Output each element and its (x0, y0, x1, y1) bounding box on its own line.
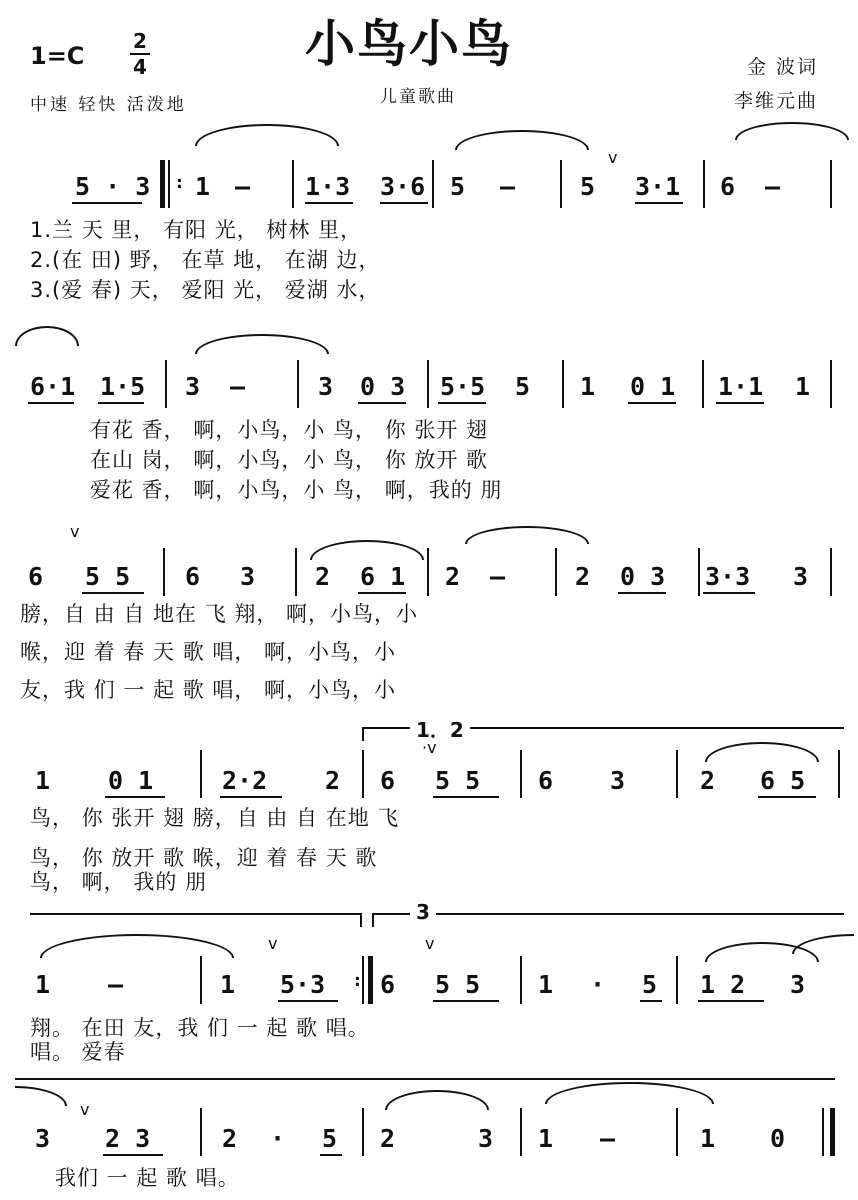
note-group: 2·2 (222, 766, 268, 795)
note: 1 (220, 970, 236, 999)
underline-beat (698, 1000, 764, 1002)
lyric-line-1: 有花 香， 啊，小鸟，小 鸟， 你 张开 翅 (90, 418, 489, 442)
note: 6 (28, 562, 44, 591)
lyric-line-1: 膀，自 由 自 地在 飞 翔， 啊，小鸟，小 (20, 602, 419, 626)
note: 3 (35, 1124, 51, 1153)
lyric-line-1: 翔。 在田 友，我 们 一 起 歌 唱。 (30, 1016, 370, 1040)
lyric-line-2: 唱。 爱春 (30, 1040, 126, 1064)
slur (792, 934, 854, 954)
time-signature (130, 30, 150, 78)
dot: · (270, 1124, 286, 1153)
lyric-line-3: 3.(爱 春) 天， 爱阳 光， 爱湖 水， (30, 278, 381, 302)
underline-beat (703, 592, 755, 594)
note: 1 (195, 172, 211, 201)
note: 2 (575, 562, 591, 591)
underline-beat (433, 796, 499, 798)
underline-beat (358, 402, 406, 404)
slur (465, 526, 589, 544)
dash: — (490, 562, 506, 591)
barline (830, 160, 832, 208)
note: 5 (515, 372, 531, 401)
note-group: 6 5 (760, 766, 806, 795)
note: 6 (380, 766, 396, 795)
note-group: 5 · 3 (75, 172, 151, 201)
note-group: 5·5 (440, 372, 486, 401)
barline (432, 160, 434, 208)
lyricist-credit: 金 波词 (746, 56, 818, 78)
note: 6 (185, 562, 201, 591)
repeat-dots: : (352, 970, 363, 991)
note: 3 (240, 562, 256, 591)
time-signature-bottom: 4 (133, 55, 147, 79)
barline (676, 750, 678, 798)
repeat-dots: : (174, 172, 185, 193)
barline (362, 1108, 364, 1156)
lyric-line-2: 鸟， 你 放开 歌 喉，迎 着 春 天 歌 (30, 846, 378, 870)
underline-beat (28, 402, 74, 404)
barline (702, 360, 704, 408)
barline (163, 548, 165, 596)
note: 1 (35, 766, 51, 795)
lyric-line-3: 鸟， 啊， 我的 朋 (30, 870, 208, 894)
barline (838, 750, 840, 798)
note: 2 (325, 766, 341, 795)
note: 1 (35, 970, 51, 999)
key-signature: 1=C (30, 42, 85, 70)
note: 1 (795, 372, 811, 401)
note: 3 (185, 372, 201, 401)
tempo-marking: 中速 轻快 活泼地 (30, 95, 187, 115)
barline (830, 548, 832, 596)
lyric-line-1: 我们 一 起 歌 唱。 (55, 1166, 240, 1190)
underline-beat (82, 592, 144, 594)
lyric-line-2: 喉，迎 着 春 天 歌 唱， 啊，小鸟，小 (20, 640, 397, 664)
note-group: 5 5 (435, 970, 481, 999)
underline-beat (72, 202, 142, 204)
barline (520, 956, 522, 1004)
barline (822, 1108, 824, 1156)
underline-beat (278, 1000, 338, 1002)
barline (676, 956, 678, 1004)
note: 3 (478, 1124, 494, 1153)
lyric-line-2: 2.(在 田) 野， 在草 地， 在湖 边， (30, 248, 381, 272)
note-group: 0 1 (108, 766, 154, 795)
note-group: 1·5 (100, 372, 146, 401)
note: 2 (222, 1124, 238, 1153)
note: 1 (538, 970, 554, 999)
genre-label: 儿童歌曲 (380, 87, 456, 107)
note-group: 5 5 (435, 766, 481, 795)
slur (545, 1082, 714, 1104)
dash: — (600, 1124, 616, 1153)
barline (362, 750, 364, 798)
barline (520, 750, 522, 798)
note: 5 (580, 172, 596, 201)
note-group: 0 3 (620, 562, 666, 591)
underline-beat (305, 202, 353, 204)
note: 2 (445, 562, 461, 591)
slur (195, 124, 339, 146)
note-group: 1·3 (305, 172, 351, 201)
note-group: 6·1 (30, 372, 76, 401)
dot: · (590, 970, 606, 999)
continuation-line (15, 1078, 835, 1080)
underline-beat (380, 202, 428, 204)
barline (520, 1108, 522, 1156)
barline (168, 160, 170, 208)
note-group: 3·3 (705, 562, 751, 591)
dash: — (235, 172, 251, 201)
lyric-line-2: 在山 岗， 啊，小鸟，小 鸟， 你 放开 歌 (90, 448, 489, 472)
barline (200, 1108, 202, 1156)
barline (676, 1108, 678, 1156)
barline (698, 548, 700, 596)
underline-beat (635, 202, 683, 204)
barline (703, 160, 705, 208)
note-group: 0 1 (630, 372, 676, 401)
slur (15, 326, 79, 346)
note-group: 6 1 (360, 562, 406, 591)
note: 1 (700, 1124, 716, 1153)
repeat-start-barline (160, 160, 165, 208)
note: 6 (380, 970, 396, 999)
barline (427, 548, 429, 596)
barline (200, 750, 202, 798)
note: 2 (315, 562, 331, 591)
underline-beat (358, 592, 406, 594)
note: 3 (793, 562, 809, 591)
note: 2 (700, 766, 716, 795)
note: 6 (720, 172, 736, 201)
note: 5 (322, 1124, 338, 1153)
note: 3 (318, 372, 334, 401)
note: 5 (450, 172, 466, 201)
note-group: 3·6 (380, 172, 426, 201)
slur (705, 742, 819, 762)
barline (295, 548, 297, 596)
slur (15, 1086, 67, 1106)
breath-mark: v (80, 1100, 90, 1119)
underline-beat (320, 1154, 342, 1156)
underline-beat (618, 592, 666, 594)
barline (297, 360, 299, 408)
breath-mark: v (608, 148, 618, 167)
barline (362, 956, 364, 1004)
volta-bracket-hook (372, 913, 374, 927)
note: 1 (538, 1124, 554, 1153)
barline (830, 360, 832, 408)
note-group: 2 3 (105, 1124, 151, 1153)
note-group: 5 5 (85, 562, 131, 591)
underline-beat (98, 402, 144, 404)
slur (310, 540, 424, 560)
note: 3 (610, 766, 626, 795)
underline-beat (758, 796, 816, 798)
breath-mark: ·v (422, 738, 437, 757)
breath-mark: v (425, 934, 435, 953)
barline (165, 360, 167, 408)
underline-beat (716, 402, 764, 404)
breath-mark: v (70, 522, 80, 541)
barline (562, 360, 564, 408)
lyric-line-3: 爱花 香， 啊，小鸟，小 鸟， 啊，我的 朋 (90, 478, 503, 502)
volta-bracket-3 (372, 913, 844, 915)
rest: 0 (770, 1124, 786, 1153)
note: 5 (642, 970, 658, 999)
barline (200, 956, 202, 1004)
note-group: 5·3 (280, 970, 326, 999)
underline-beat (640, 1000, 662, 1002)
note-group: 1·1 (718, 372, 764, 401)
time-signature-top: 2 (133, 29, 147, 53)
dash: — (108, 970, 124, 999)
underline-beat (438, 402, 486, 404)
volta-bracket-hook (362, 727, 364, 741)
slur (40, 934, 234, 958)
underline-beat (105, 796, 165, 798)
slur (735, 122, 849, 140)
barline (555, 548, 557, 596)
dash: — (230, 372, 246, 401)
slur (195, 334, 329, 354)
note-group: 3·1 (635, 172, 681, 201)
underline-beat (433, 1000, 499, 1002)
note-group: 1 2 (700, 970, 746, 999)
breath-mark: v (268, 934, 278, 953)
note: 1 (580, 372, 596, 401)
underline-beat (103, 1154, 163, 1156)
lyric-line-1: 1.兰 天 里， 有阳 光， 树林 里， (30, 218, 363, 242)
underline-beat (220, 796, 282, 798)
volta-bracket-1-2-end (30, 913, 360, 915)
lyric-line-1: 鸟， 你 张开 翅 膀，自 由 自 在地 飞 (30, 806, 400, 830)
barline (427, 360, 429, 408)
volta-number: 3 (410, 900, 436, 924)
note: 3 (790, 970, 806, 999)
barline (292, 160, 294, 208)
note: 2 (380, 1124, 396, 1153)
note-group: 0 3 (360, 372, 406, 401)
dash: — (765, 172, 781, 201)
slur (385, 1090, 489, 1110)
composer-credit: 李维元曲 (733, 90, 818, 112)
volta-number: 1．2 (410, 714, 470, 743)
lyric-line-3: 友，我 们 一 起 歌 唱， 啊，小鸟，小 (20, 678, 397, 702)
barline (560, 160, 562, 208)
song-title: 小鸟小鸟 (305, 15, 513, 73)
dash: — (500, 172, 516, 201)
repeat-end-barline (368, 956, 373, 1004)
slur (455, 130, 589, 150)
final-barline (830, 1108, 835, 1156)
underline-beat (628, 402, 676, 404)
note: 6 (538, 766, 554, 795)
volta-bracket-hook (360, 913, 362, 927)
